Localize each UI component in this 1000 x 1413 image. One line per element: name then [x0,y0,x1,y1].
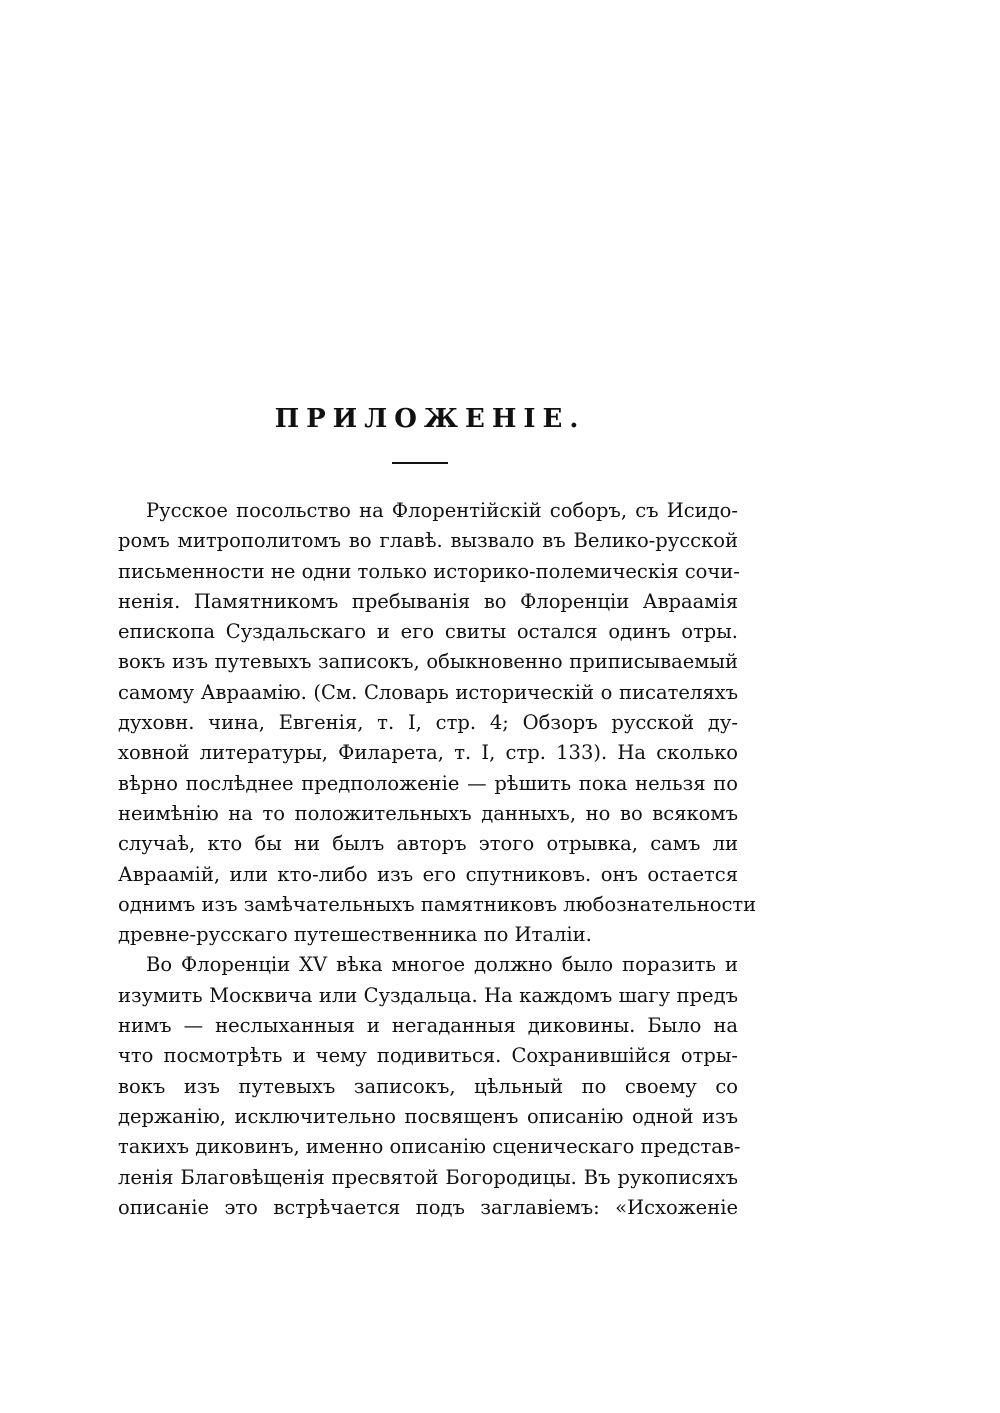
text-line: епископа Суздальскаго и его свиты остался одинъ отры. [118,620,738,644]
heading-divider [392,462,448,464]
text-line: описаніе это встрѣчается подъ заглавіемъ: «Исхоженіе [118,1195,738,1219]
text-line: Во Флоренціи XV вѣка многое должно было поразить и [146,953,738,977]
text-line: Русское посольство на Флорентійскій соборъ, съ Исидо- [146,499,738,522]
text-line: держанію, исключительно посвященъ описанію одной изъ [118,1104,738,1128]
text-line: древне-русскаго путешественника по Италіи. [118,923,592,947]
text-line: ховной литературы, Филарета, т. I, стр. 133). На сколько [118,741,738,765]
text-line: ромъ митрополитомъ во главѣ. вызвало въ Велико-русской [118,529,738,553]
text-line: вѣрно послѣднее предположеніе — рѣшить пока нельзя по [118,771,738,795]
paragraph-1 [118,496,757,950]
text-line: что посмотрѣть и чему подивиться. Сохранившійся отры- [118,1044,738,1068]
text-line: однимъ изъ замѣчательныхъ памятниковъ любознательности [118,892,757,916]
text-line: Авраамій, или кто-либо изъ его спутниковъ. онъ остается [118,862,738,886]
text-line: вокъ изъ путевыхъ записокъ, обыкновенно приписываемый [118,650,738,674]
text-line: ненія. Памятникомъ пребыванія во Флоренціи Авраамія [118,589,738,613]
text-line: письменности не одни только историко-полемическія сочи- [118,559,740,583]
body-text [118,496,757,1223]
page-heading: ПРИЛОЖЕНІЕ. [274,404,586,434]
text-line: изумить Москвича или Суздальца. На каждомъ шагу предъ [118,983,738,1007]
text-line: нимъ — неслыханныя и негаданныя диковины. Было на [118,1014,738,1038]
text-line: случаѣ, кто бы ни былъ авторъ этого отрывка, самъ ли [118,832,738,856]
text-line: ленія Благовѣщенія пресвятой Богородицы. Въ рукописяхъ [118,1165,738,1189]
text-line: самому Авраамію. (См. Словарь историческій о писателяхъ [118,680,738,704]
text-line: такихъ диковинъ, именно описанію сценическаго представ- [118,1135,741,1159]
text-line: неимѣнію на то положительныхъ данныхъ, но во всякомъ [118,801,738,825]
paragraph-2 [118,950,741,1223]
text-line: духовн. чина, Евгенія, т. I, стр. 4; Обзоръ русской ду- [118,711,738,735]
text-line: вокъ изъ путевыхъ записокъ, цѣльный по своему со [118,1074,738,1098]
